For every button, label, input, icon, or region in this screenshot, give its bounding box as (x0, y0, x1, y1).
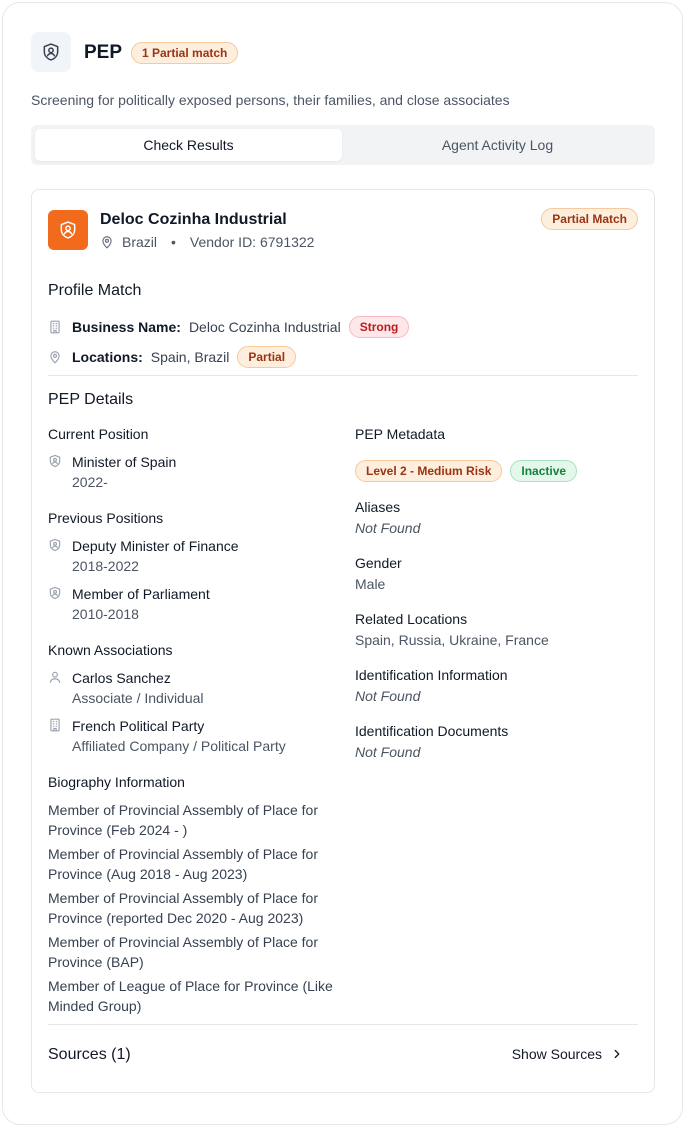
related-locations-field (355, 609, 549, 650)
business-name-row (48, 316, 409, 338)
field-value: Not Found (355, 520, 421, 536)
vendor-id: Vendor ID: 6791322 (189, 234, 315, 250)
separator-dot: • (171, 234, 176, 250)
position-title: Member of Parliament (72, 586, 210, 602)
association-type: Associate / Individual (72, 690, 204, 706)
previous-position-item (48, 584, 210, 624)
association-name: Carlos Sanchez (72, 670, 171, 686)
known-associations-heading: Known Associations (48, 642, 173, 658)
position-dates: 2010-2018 (72, 606, 139, 622)
pep-details-title: PEP Details (48, 391, 134, 408)
metadata-badges (355, 460, 577, 482)
biography-entry: Member of Provincial Assembly of Place for Province (Feb 2024 - ) (48, 802, 318, 838)
divider (48, 375, 638, 376)
entity-name: Deloc Cozinha Industrial (100, 211, 287, 228)
association-item (48, 716, 286, 756)
biography-entry: Member of Provincial Assembly of Place for Province (reported Dec 2020 - Aug 2023) (48, 890, 318, 926)
field-label: Related Locations (355, 611, 468, 627)
field-value: Male (355, 576, 386, 592)
locations-label: Locations: (72, 349, 143, 365)
map-pin-icon (100, 235, 114, 249)
identification-documents-field (355, 721, 508, 762)
show-sources-label: Show Sources (511, 1046, 602, 1062)
association-item (48, 668, 204, 708)
tab-agent-activity-log[interactable]: Agent Activity Log (441, 137, 554, 153)
association-type: Affiliated Company / Political Party (72, 738, 286, 754)
shield-user-icon (48, 584, 64, 624)
shield-user-icon (48, 452, 64, 492)
chevron-right-icon (610, 1047, 624, 1061)
position-dates: 2022- (72, 474, 108, 490)
page-subtitle: Screening for politically exposed persons, their families, and close associates (31, 92, 510, 108)
business-name-value: Deloc Cozinha Industrial (188, 319, 341, 335)
position-dates: 2018-2022 (72, 558, 139, 574)
match-count-badge: 1 Partial match (131, 42, 238, 64)
page-title: PEP (84, 42, 123, 63)
divider (48, 1024, 638, 1025)
sources-title: Sources (1) (48, 1046, 131, 1063)
profile-match-title: Profile Match (48, 282, 142, 299)
identification-information-field (355, 665, 508, 706)
pep-metadata-heading: PEP Metadata (355, 426, 446, 442)
biography-entry: Member of Provincial Assembly of Place for Province (Aug 2018 - Aug 2023) (48, 846, 318, 882)
risk-level-badge: Level 2 - Medium Risk (355, 460, 502, 482)
building-icon (48, 320, 64, 334)
building-icon (48, 716, 64, 756)
entity-meta (100, 234, 314, 250)
shield-user-icon (31, 32, 71, 72)
tab-check-results[interactable]: Check Results (35, 129, 342, 161)
field-label: Aliases (355, 499, 401, 515)
field-value: Not Found (355, 744, 421, 760)
biography-heading: Biography Information (48, 774, 185, 790)
pep-panel (2, 2, 683, 1125)
position-title: Minister of Spain (72, 454, 177, 470)
strong-badge: Strong (349, 316, 410, 338)
field-value: Not Found (355, 688, 421, 704)
field-label: Identification Documents (355, 723, 509, 739)
biography-entry: Member of Provincial Assembly of Place for Province (BAP) (48, 934, 318, 970)
partial-badge: Partial (237, 346, 296, 368)
aliases-field (355, 497, 420, 538)
locations-row (48, 346, 296, 368)
position-title: Deputy Minister of Finance (72, 538, 239, 554)
current-position-item (48, 452, 176, 492)
gender-field (355, 553, 402, 594)
biography-entry: Member of League of Place for Province (Like Minded Group) (48, 978, 333, 1014)
entity-country: Brazil (122, 234, 158, 250)
locations-value: Spain, Brazil (150, 349, 230, 365)
status-badge: Inactive (510, 460, 577, 482)
field-value: Spain, Russia, Ukraine, France (355, 632, 549, 648)
biography-list (48, 800, 338, 1020)
shield-user-icon (48, 536, 64, 576)
previous-positions-heading: Previous Positions (48, 510, 164, 526)
match-status-badge: Partial Match (541, 208, 638, 230)
tab-bar (31, 125, 655, 165)
show-sources-button[interactable] (512, 1046, 624, 1062)
field-label: Identification Information (355, 667, 508, 683)
business-name-label: Business Name: (72, 319, 181, 335)
previous-position-item (48, 536, 239, 576)
field-label: Gender (355, 555, 402, 571)
result-card (31, 189, 655, 1093)
shield-user-icon (48, 210, 88, 250)
association-name: French Political Party (72, 718, 205, 734)
current-position-heading: Current Position (48, 426, 149, 442)
user-icon (48, 668, 64, 708)
map-pin-icon (48, 350, 64, 364)
